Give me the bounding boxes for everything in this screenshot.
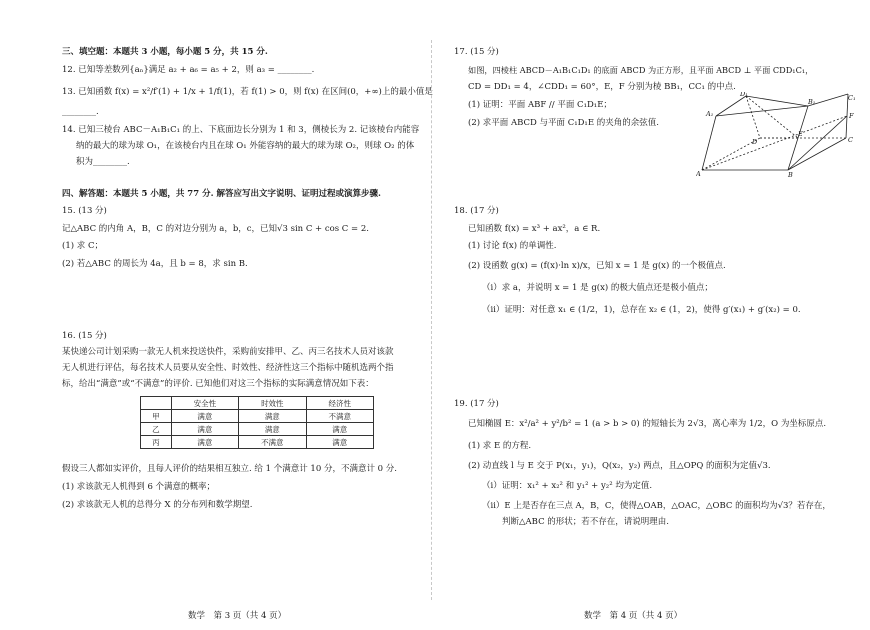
table-header-cell — [141, 397, 172, 410]
evaluation-table — [140, 396, 374, 449]
page-3 — [0, 0, 433, 630]
label-F: F — [849, 112, 854, 120]
table-cell: 满意 — [306, 423, 373, 436]
section4-heading: 四、解答题：本题共 5 小题，共 77 分. 解答应写出文字说明、证明过程或演算步骤. — [62, 189, 381, 199]
question-14-line3: 积为________. — [76, 157, 130, 167]
question-13-line1: 13. 已知函数 f(x) = x²/f′(1) + 1/x + 1/f(1)，若 f(1) > 0，则 f(x) 在区间(0，+∞)上的最小值是 — [62, 87, 433, 97]
table-header-cell: 经济性 — [306, 397, 373, 410]
question-14-line1: 14. 已知三棱台 ABC－A₁B₁C₁ 的上、下底面边长分别为 1 和 3，侧棱长为 2. 记该棱台内能容 — [62, 125, 420, 135]
table-cell: 满意 — [239, 410, 306, 423]
label-D1: D₁ — [740, 92, 748, 98]
table-row — [141, 436, 374, 449]
table-cell: 不满意 — [239, 436, 306, 449]
question-17-line1: 如图，四棱柱 ABCD－A₁B₁C₁D₁ 的底面 ABCD 为正方形，且平面 ABCD ⊥ 平面 CDD₁C₁， — [468, 65, 814, 75]
question-18-stem: 已知函数 f(x) = x³ + ax²，a ∈ R. — [468, 224, 601, 234]
question-19-part2-i: （ⅰ）证明：x₁² + x₂² 和 y₁² + y₂² 均为定值. — [482, 481, 653, 491]
table-cell: 满意 — [239, 423, 306, 436]
question-18-part1: (1) 讨论 f(x) 的单调性. — [468, 241, 557, 251]
question-14-line2: 纳的最大的球为球 O₁，在该棱台内且在球 O₁ 外能容纳的最大的球为球 O₂，则球 O₂ 的体 — [76, 141, 415, 151]
question-12: 12. 已知等差数列{aₙ}满足 a₂ + a₆ = a₅ + 2，则 a₃ = ________. — [62, 65, 315, 75]
question-19-part2: (2) 动直线 l 与 E 交于 P(x₁，y₁)，Q(x₂，y₂) 两点，且△OPQ 的面积为定值√3. — [468, 461, 771, 471]
question-17-part2: (2) 求平面 ABCD 与平面 C₁D₁E 的夹角的余弦值. — [468, 118, 659, 128]
question-15-part2: (2) 若△ABC 的周长为 4a，且 b = 8，求 sin B. — [62, 259, 248, 269]
question-19-title: 19. (17 分) — [454, 399, 499, 409]
question-17-line2: CD = DD₁ = 4，∠CDD₁ = 60°，E，F 分别为棱 BB₁，CC₁ 的中点. — [468, 82, 736, 92]
question-16-line4: 假设三人都如实评价，且每人评价的结果相互独立. 给 1 个满意计 10 分，不满意计 0 分. — [62, 464, 397, 474]
label-B1: B₁ — [808, 98, 816, 106]
question-15-title: 15. (13 分) — [62, 206, 107, 216]
question-19-stem: 已知椭圆 E：x²/a² + y²/b² = 1 (a > b > 0) 的短轴长为 2√3，离心率为 1/2，O 为坐标原点. — [468, 419, 827, 429]
question-18-part2: (2) 设函数 g(x) = (f(x)·ln x)/x，已知 x = 1 是 g(x) 的一个极值点. — [468, 261, 726, 271]
label-D: D — [752, 138, 758, 146]
question-19-part2-ii-line2: 判断△ABC 的形状；若不存在，请说明理由. — [502, 517, 669, 527]
label-A1: A₁ — [706, 110, 714, 118]
table-header-cell: 时效性 — [239, 397, 306, 410]
label-A: A — [696, 170, 701, 178]
page-footer-3: 数学 第 3 页（共 4 页） — [188, 611, 287, 621]
question-16-part1: (1) 求该款无人机得到 6 个满意的概率； — [62, 482, 216, 492]
table-row — [141, 410, 374, 423]
question-16-line1: 某快递公司计划采购一款无人机来投送快件，采购前安排甲、乙、丙三名技术人员对该款 — [62, 347, 394, 357]
table-cell: 满意 — [171, 423, 238, 436]
table-row — [141, 423, 374, 436]
question-16-part2: (2) 求该款无人机的总得分 X 的分布列和数学期望. — [62, 500, 253, 510]
label-E: E — [798, 130, 803, 138]
table-cell: 甲 — [141, 410, 172, 423]
table-header-row — [141, 397, 374, 410]
label-B: B — [788, 171, 793, 178]
question-18-part2-ii: （ⅱ）证明：对任意 x₁ ∈ (1/2，1)，总存在 x₂ ∈ (1，2)，使得 g′(x₁) + g′(x₂) = 0. — [482, 305, 801, 315]
table-cell: 乙 — [141, 423, 172, 436]
label-C: C — [848, 136, 853, 144]
question-15-part1: (1) 求 C； — [62, 241, 103, 251]
table-cell: 满意 — [171, 410, 238, 423]
question-19-part2-ii-line1: （ⅱ）E 上是否存在三点 A，B，C，使得△OAB，△OAC，△OBC 的面积均为√3？若存在， — [482, 501, 831, 511]
page-divider — [431, 40, 432, 600]
table-header-cell: 安全性 — [171, 397, 238, 410]
table-cell: 满意 — [306, 436, 373, 449]
question-16-line3: 标，给出“满意”或“不满意”的评价. 已知他们对这三个指标的实际满意情况如下表： — [62, 379, 374, 389]
page-4 — [434, 0, 870, 630]
table-cell: 丙 — [141, 436, 172, 449]
question-13-line2: ________. — [62, 107, 99, 117]
section3-heading: 三、填空题：本题共 3 小题，每小题 5 分，共 15 分. — [62, 47, 268, 57]
page-footer-4: 数学 第 4 页（共 4 页） — [584, 611, 683, 621]
question-17-title: 17. (15 分) — [454, 47, 499, 57]
question-16-line2: 无人机进行评估，每名技术人员要从安全性、时效性、经济性这三个指标中随机选两个指 — [62, 363, 394, 373]
table-cell: 不满意 — [306, 410, 373, 423]
question-18-title: 18. (17 分) — [454, 206, 499, 216]
prism-figure — [696, 92, 856, 178]
question-17-part1: (1) 证明：平面 ABF // 平面 C₁D₁E； — [468, 100, 612, 110]
question-18-part2-i: （ⅰ）求 a，并说明 x = 1 是 g(x) 的极大值点还是极小值点； — [482, 283, 713, 293]
label-C1: C₁ — [848, 94, 856, 102]
question-16-title: 16. (15 分) — [62, 331, 107, 341]
question-19-part1: (1) 求 E 的方程. — [468, 441, 532, 451]
table-cell: 满意 — [171, 436, 238, 449]
question-15-stem: 记△ABC 的内角 A，B，C 的对边分别为 a，b，c，已知√3 sin C + cos C = 2. — [62, 224, 369, 234]
